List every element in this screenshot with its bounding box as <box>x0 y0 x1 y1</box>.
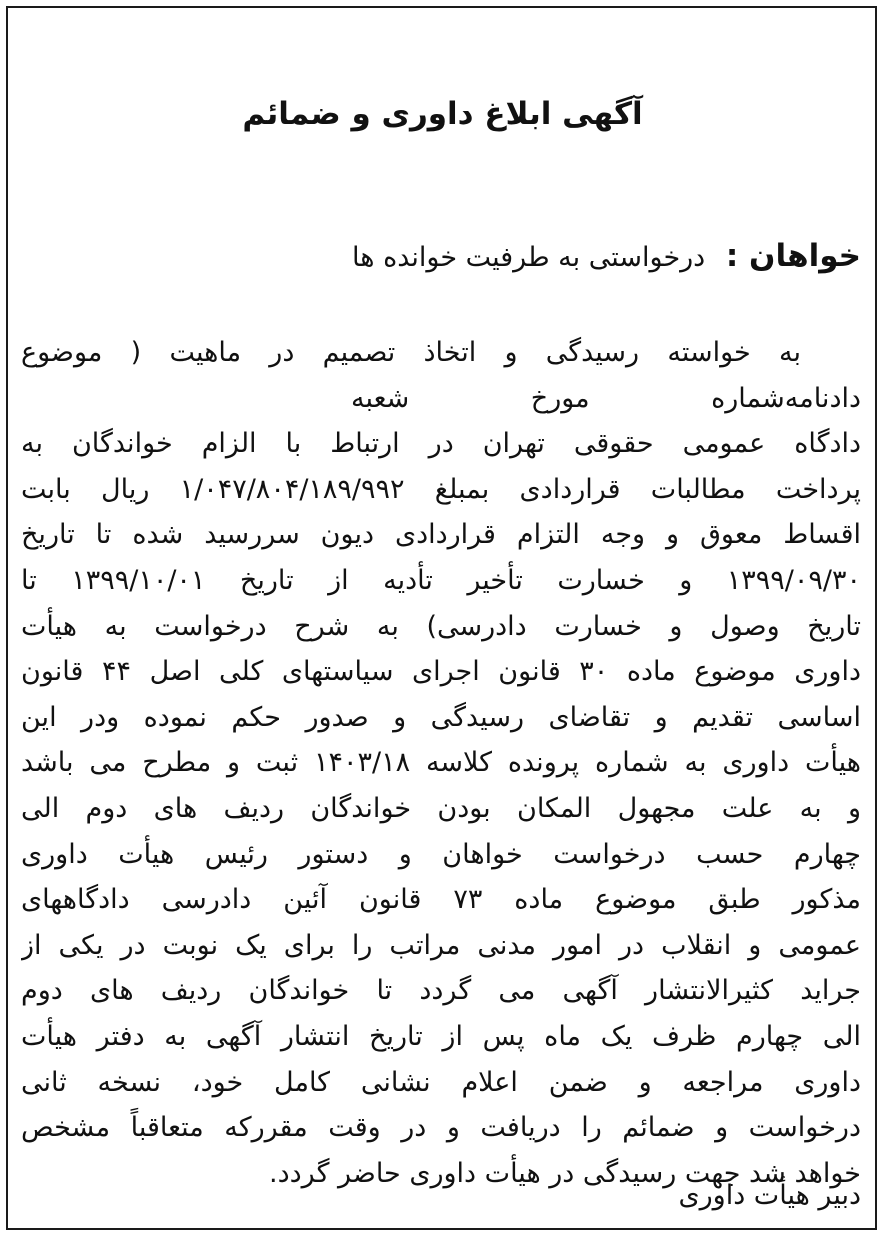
body-line-7: تاریخ وصول و خسارت دادرسی) به شرح درخواست به هیأت <box>21 610 861 642</box>
body-line-19: خواهد شد جهت رسیدگی در هیأت داوری حاضر گردد. <box>269 1157 861 1189</box>
applicant-label: خواهان : <box>725 238 861 274</box>
body-line-5: اقساط معوق و وجه التزام قراردادی دیون سررسید شده تا تاریخ <box>21 519 861 551</box>
body-line-14: عمومی و انقلاب در امور مدنی مراتب را برای یک نوبت در یکی از <box>21 929 861 961</box>
body-line-1: به خواسته رسیدگی و اتخاذ تصمیم در ماهیت ( موضوع <box>21 337 801 368</box>
body-line-4: پرداخت مطالبات قراردادی بمبلغ ۱/۰۴۷/۸۰۴/۱۸۹/۹۹۲ ریال بابت <box>21 473 861 505</box>
body-line-17: داوری مراجعه و ضمن اعلام نشانی کامل خود، نسخه ثانی <box>21 1066 861 1098</box>
body-line-18: درخواست و ضمائم را دریافت و در وقت مقررکه متعاقباً مشخص <box>21 1112 861 1144</box>
signature: دبیر هیأت داوری <box>678 1180 861 1211</box>
body-line-10: هیأت داوری به شماره پرونده کلاسه ۱۴۰۳/۱۸ ثبت و مطرح می باشد <box>21 747 861 779</box>
body-line-6: ۱۳۹۹/۰۹/۳۰ و خسارت تأخیر تأدیه از تاریخ ۱۳۹۹/۱۰/۰۱ تا <box>21 564 861 596</box>
body-line-8: داوری موضوع ماده ۳۰ قانون اجرای سیاستهای کلی اصل ۴۴ قانون <box>21 656 861 688</box>
applicant-row <box>21 238 861 274</box>
date-label: مورخ <box>530 382 590 414</box>
applicant-text: درخواستی به طرفیت خوانده ها <box>352 242 706 273</box>
body-line-9: اساسی تقدیم و تقاضای رسیدگی و صدور حکم نموده ودر این <box>21 701 861 733</box>
notice-title: آگهی ابلاغ داوری و ضمائم <box>242 96 643 132</box>
body-line-13: مذکور طبق موضوع ماده ۷۳ قانون آئین دادرسی دادگاههای <box>21 884 861 916</box>
body-line-16: الی چهارم ظرف یک ماه پس از تاریخ انتشار آگهی به دفتر هیأت <box>21 1020 861 1052</box>
body-line-12: چهارم حسب درخواست خواهان و دستور رئیس هیأت داوری <box>21 838 861 870</box>
body-line-15: جراید کثیرالانتشار آگهی می گردد تا خواندگان ردیف های دوم <box>21 975 861 1007</box>
body-line-2 <box>21 376 861 422</box>
notice-body <box>21 330 861 1196</box>
branch-label: شعبه <box>351 382 410 414</box>
verdict-number-label: دادنامه‌شماره <box>711 382 861 414</box>
body-line-11: و به علت مجهول المکان بودن خواندگان ردیف های دوم الی <box>21 792 861 824</box>
body-line-3: دادگاه عمومی حقوقی تهران در ارتباط با الزام خواندگان به <box>21 428 861 460</box>
